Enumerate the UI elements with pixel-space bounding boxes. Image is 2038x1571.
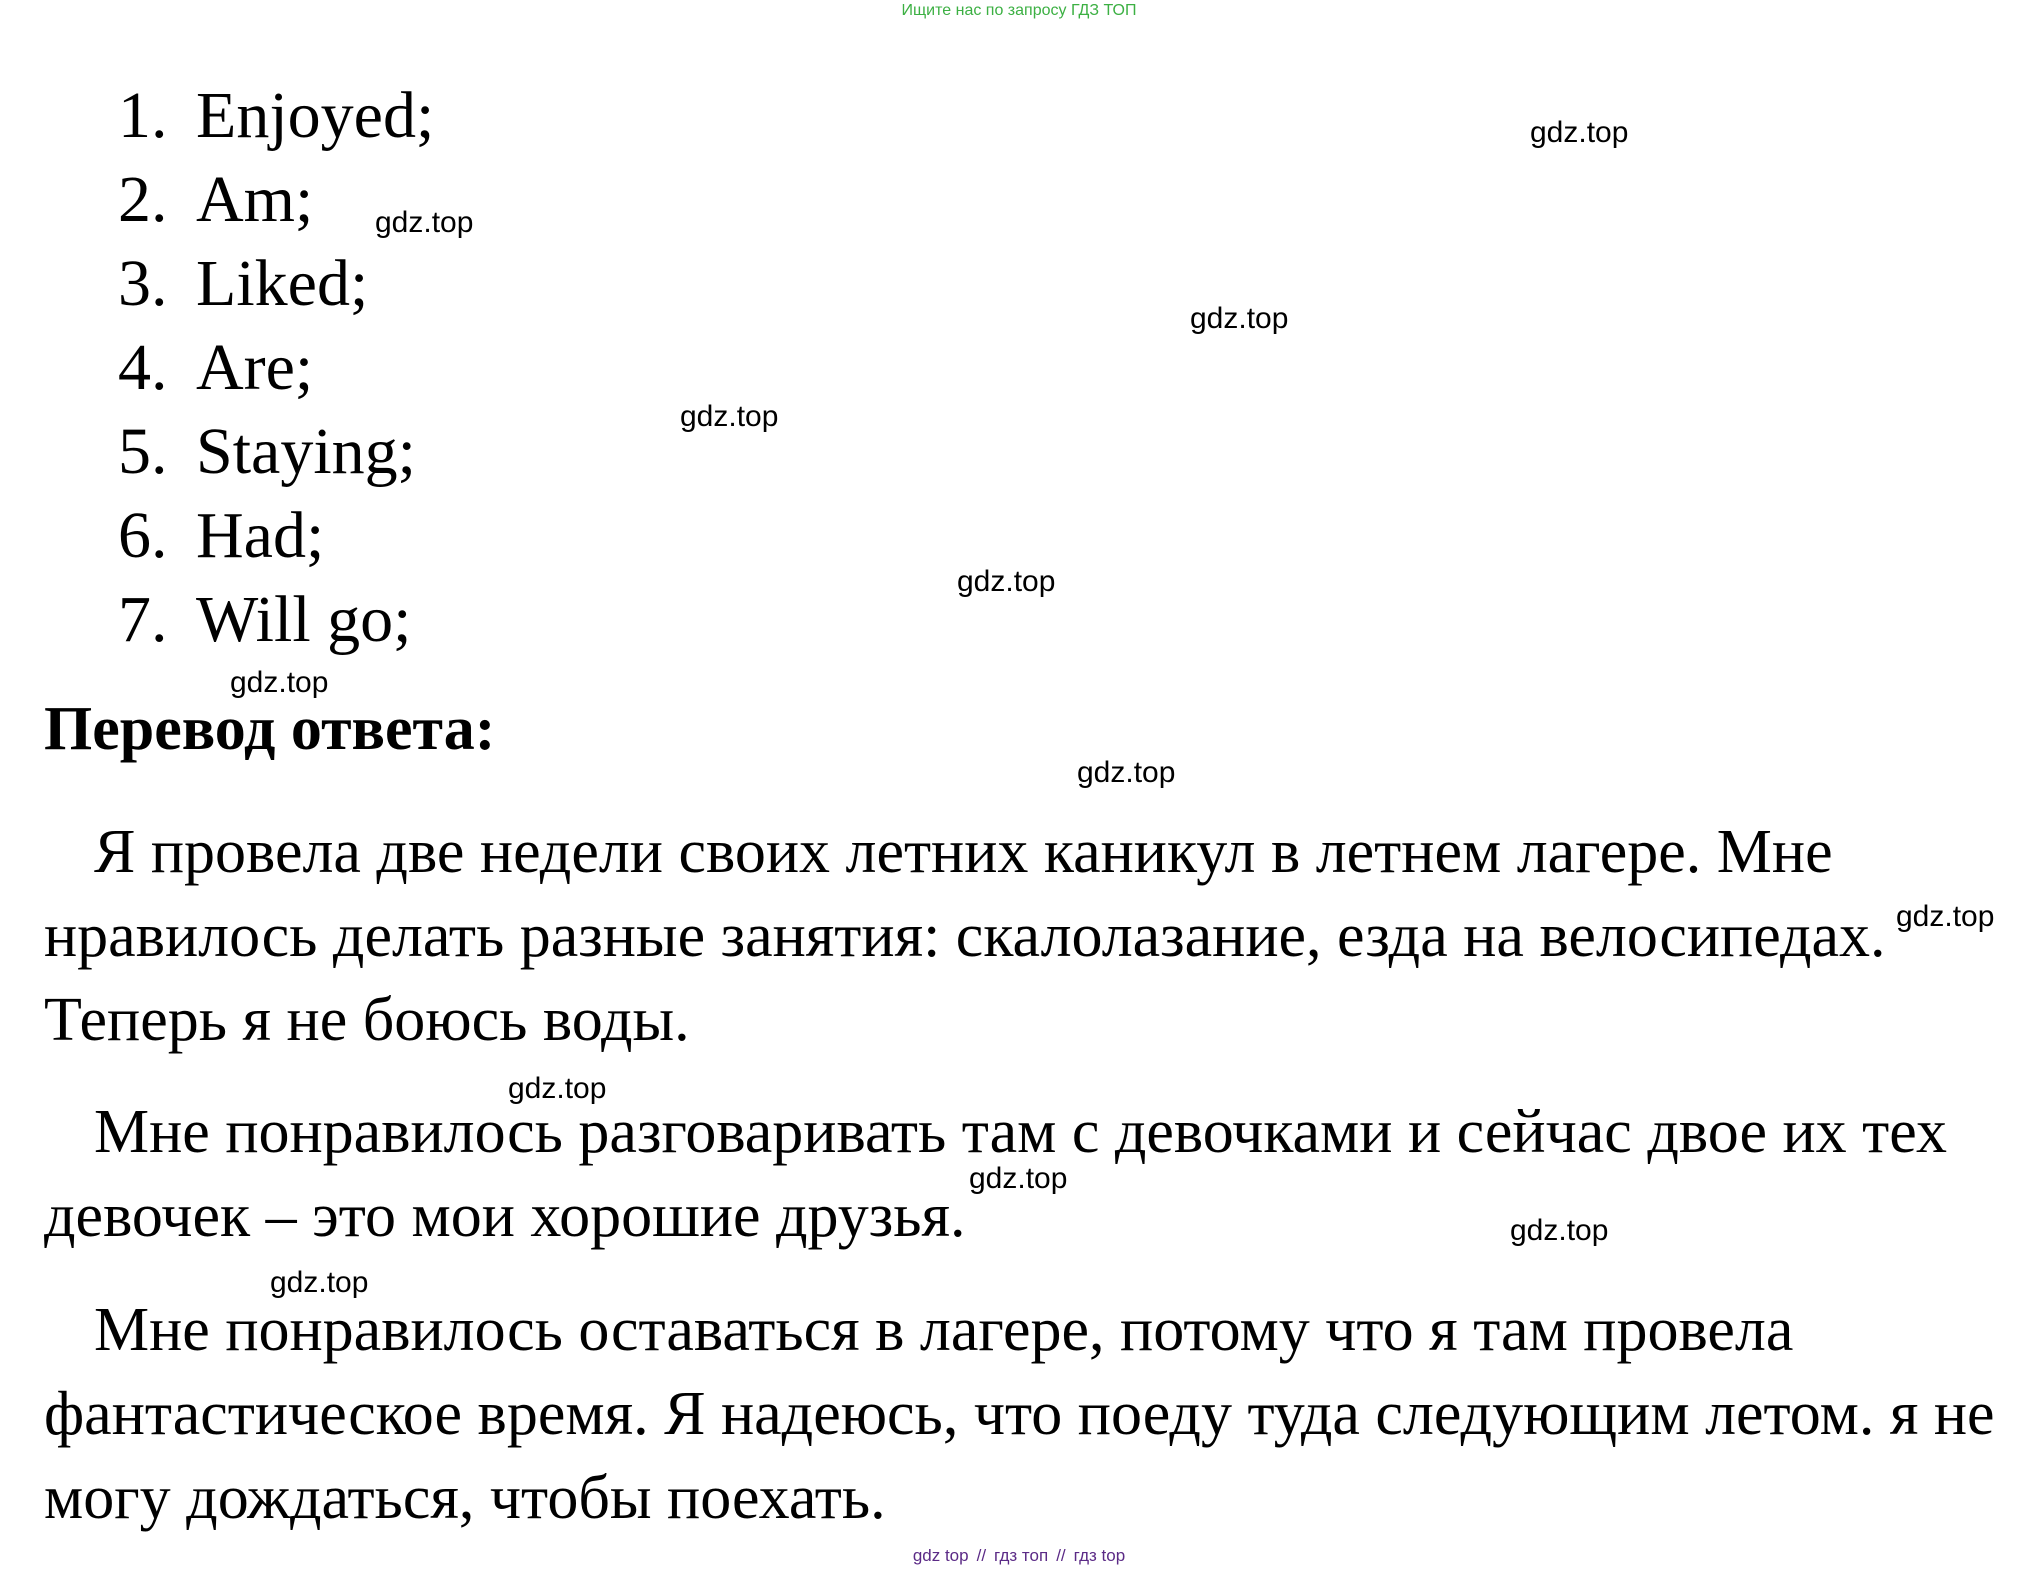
translation-paragraph: Мне понравилось разговаривать там с девочками и сейчас двое их тех девочек – это мои хорошие друзья. bbox=[44, 1098, 1947, 1250]
watermark: gdz.top bbox=[508, 1072, 607, 1105]
answer-item bbox=[118, 74, 434, 158]
watermark: gdz.top bbox=[1190, 302, 1289, 335]
answer-text: Am; bbox=[196, 163, 314, 236]
answer-text: Are; bbox=[196, 331, 314, 404]
answer-number: 7. bbox=[118, 583, 168, 656]
translation-heading: Перевод ответа: bbox=[44, 695, 496, 763]
footer-separator: // bbox=[976, 1546, 987, 1565]
watermark: gdz.top bbox=[957, 565, 1056, 598]
watermark: gdz.top bbox=[1077, 756, 1176, 789]
watermark: gdz.top bbox=[1530, 116, 1629, 149]
answer-item bbox=[118, 494, 434, 578]
answer-text: Had; bbox=[196, 499, 325, 572]
answer-item bbox=[118, 242, 434, 326]
answer-text: Will go; bbox=[196, 583, 412, 656]
footer-link-gdz-top-mixed[interactable]: гдз top bbox=[1073, 1546, 1126, 1565]
answer-text: Liked; bbox=[196, 247, 369, 320]
answer-number: 3. bbox=[118, 247, 168, 320]
translation-paragraph: Я провела две недели своих летних каникул в летнем лагере. Мне нравилось делать разные занятия: скалолазание, езда на велосипедах. Теперь я не боюсь воды. bbox=[44, 818, 1886, 1054]
answer-item bbox=[118, 410, 434, 494]
watermark: gdz.top bbox=[1896, 900, 1995, 933]
footer-separator: // bbox=[1056, 1546, 1066, 1565]
search-hint-banner: Ищите нас по запросу ГДЗ ТОП bbox=[901, 2, 1137, 19]
answer-text: Staying; bbox=[196, 415, 417, 488]
watermark: gdz.top bbox=[375, 206, 474, 239]
translation-paragraph: Мне понравилось оставаться в лагере, потому что я там провела фантастическое время. Я надеюсь, что поеду туда следующим летом. я не могу дождаться, чтобы поехать. bbox=[44, 1296, 1995, 1532]
watermark: gdz.top bbox=[680, 400, 779, 433]
answer-number: 6. bbox=[118, 499, 168, 572]
answer-text: Enjoyed; bbox=[196, 79, 435, 152]
answer-list bbox=[118, 74, 434, 662]
footer-link-gdz-top[interactable]: gdz top bbox=[912, 1546, 969, 1565]
footer-link-gdz-top-cyrillic[interactable]: гдз топ bbox=[994, 1546, 1049, 1565]
answer-item bbox=[118, 578, 434, 662]
answer-number: 5. bbox=[118, 415, 168, 488]
watermark: gdz.top bbox=[270, 1266, 369, 1299]
footer-links bbox=[0, 1546, 2038, 1566]
answer-item bbox=[118, 326, 434, 410]
answer-number: 4. bbox=[118, 331, 168, 404]
answer-number: 2. bbox=[118, 163, 168, 236]
answer-number: 1. bbox=[118, 79, 168, 152]
watermark: gdz.top bbox=[1510, 1214, 1609, 1247]
watermark: gdz.top bbox=[230, 666, 329, 699]
watermark: gdz.top bbox=[969, 1162, 1068, 1195]
